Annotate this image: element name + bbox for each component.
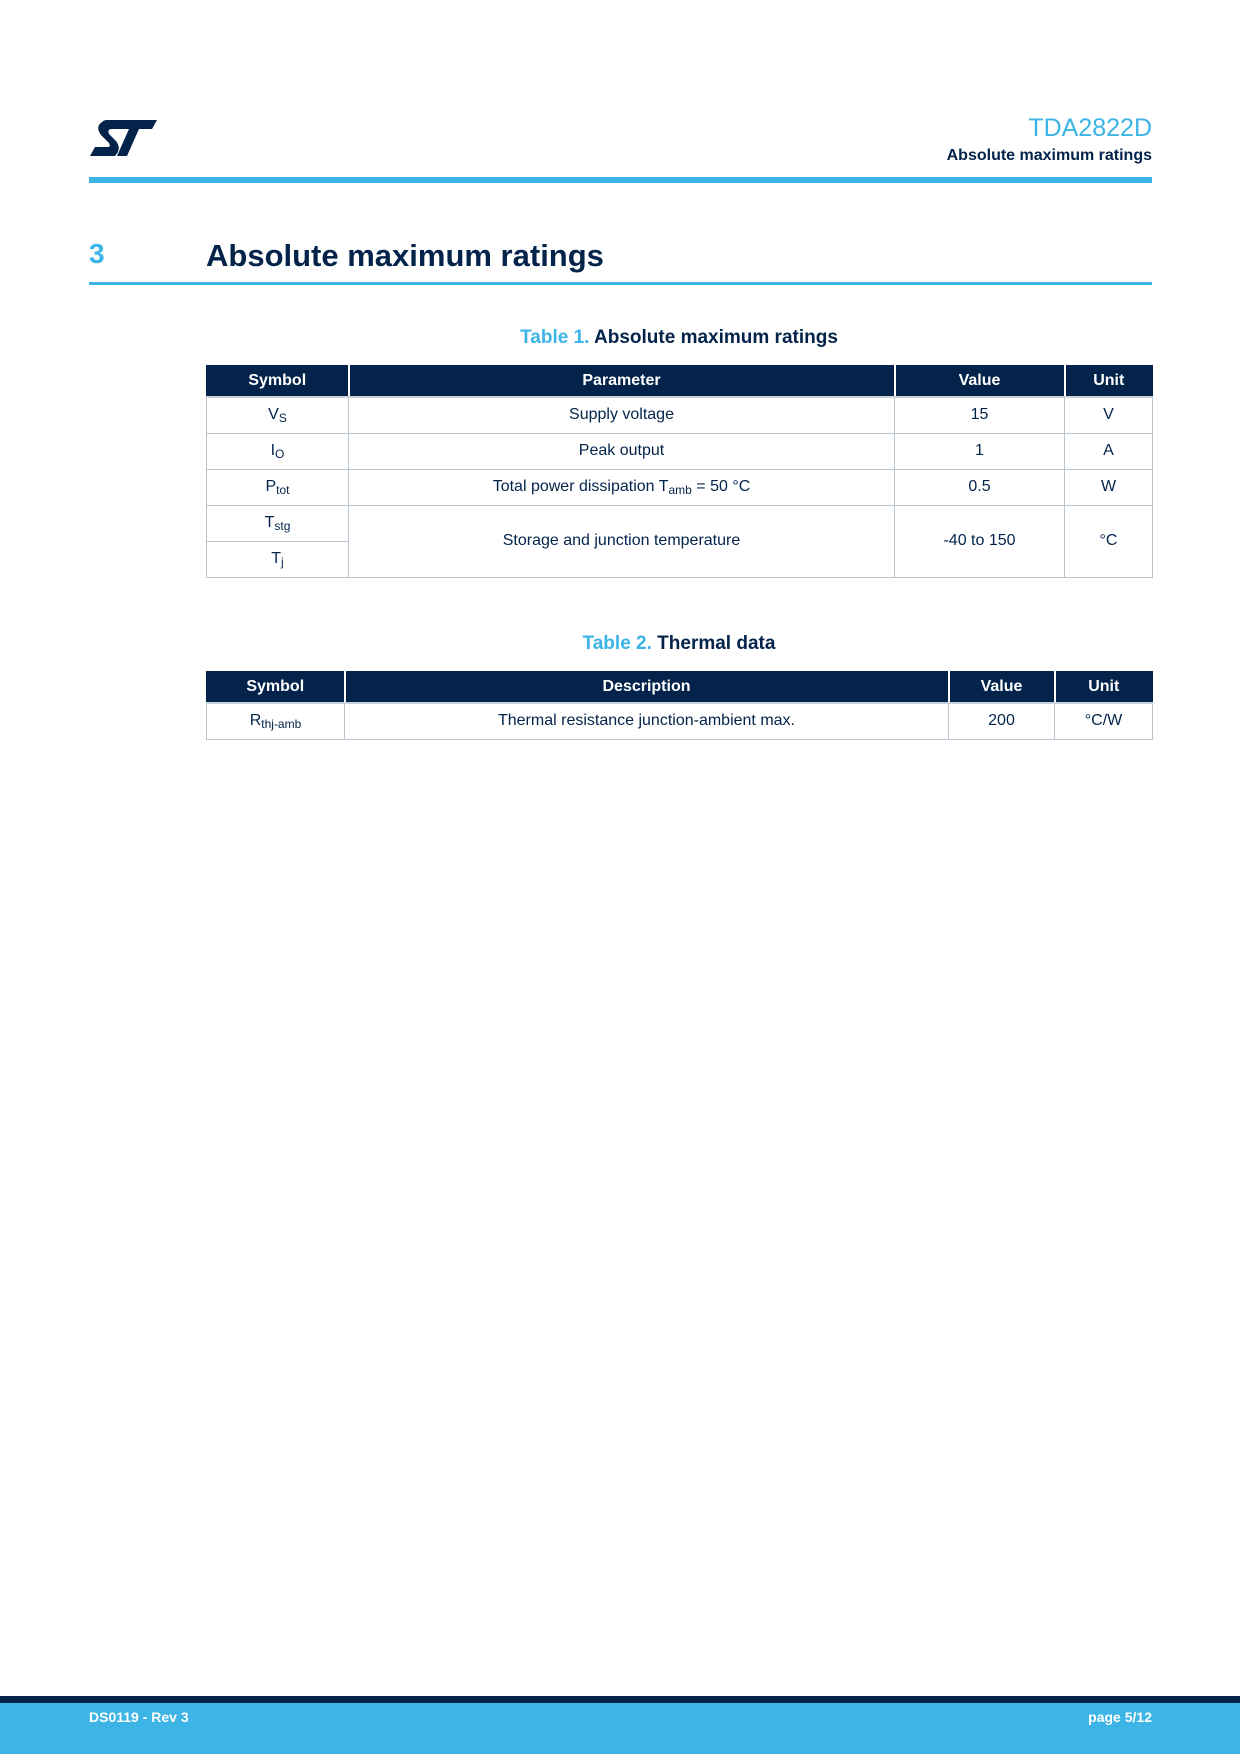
column-header-unit: Unit bbox=[1055, 670, 1153, 703]
footer-page-number: page 5/12 bbox=[1088, 1709, 1152, 1725]
document-subtitle: Absolute maximum ratings bbox=[946, 147, 1152, 164]
description-cell: Thermal resistance junction-ambient max. bbox=[345, 703, 949, 739]
value-cell: 15 bbox=[895, 397, 1065, 433]
section-rule bbox=[89, 282, 1152, 285]
absolute-maximum-ratings-table bbox=[206, 363, 1153, 578]
symbol-cell: $V_S$ bbox=[207, 397, 349, 433]
column-header-value: Value bbox=[949, 670, 1055, 703]
symbol-cell: $R_{thj-amb}$ bbox=[207, 703, 345, 739]
parameter-cell: Storage and junction temperature bbox=[349, 505, 895, 577]
section-title: Absolute maximum ratings bbox=[206, 238, 604, 273]
table2-caption bbox=[206, 633, 1152, 655]
unit-cell: °C bbox=[1065, 505, 1153, 577]
table1-caption bbox=[206, 327, 1152, 349]
unit-cell: W bbox=[1065, 469, 1153, 505]
footer-rule bbox=[0, 1696, 1240, 1703]
column-header-symbol: Symbol bbox=[207, 364, 349, 397]
table-row bbox=[207, 469, 1153, 505]
symbol-cell: $T_j$ bbox=[207, 541, 349, 577]
unit-cell: V bbox=[1065, 397, 1153, 433]
section-number: 3 bbox=[89, 238, 105, 269]
column-header-description: Description bbox=[345, 670, 949, 703]
table2-caption-number: Table 2. bbox=[582, 633, 652, 654]
table-row bbox=[207, 433, 1153, 469]
table-row bbox=[207, 505, 1153, 541]
table1-caption-number: Table 1. bbox=[520, 327, 590, 348]
table1-caption-text: Absolute maximum ratings bbox=[594, 327, 838, 348]
document-title: TDA2822D bbox=[1028, 114, 1152, 142]
parameter-cell: Total power dissipation $T_{amb} = 50$ °C bbox=[349, 469, 895, 505]
column-header-unit: Unit bbox=[1065, 364, 1153, 397]
column-header-value: Value bbox=[895, 364, 1065, 397]
value-cell: 1 bbox=[895, 433, 1065, 469]
symbol-cell: $P_{tot}$ bbox=[207, 469, 349, 505]
symbol-cell: $I_O$ bbox=[207, 433, 349, 469]
value-cell: 200 bbox=[949, 703, 1055, 739]
value-cell: 0.5 bbox=[895, 469, 1065, 505]
column-header-parameter: Parameter bbox=[349, 364, 895, 397]
parameter-cell: Peak output bbox=[349, 433, 895, 469]
footer-document-id: DS0119 - Rev 3 bbox=[89, 1709, 189, 1725]
unit-cell: A bbox=[1065, 433, 1153, 469]
value-cell: -40 to 150 bbox=[895, 505, 1065, 577]
symbol-cell: $T_{stg}$ bbox=[207, 505, 349, 541]
unit-cell: °C/W bbox=[1055, 703, 1153, 739]
table-header-row bbox=[207, 364, 1153, 397]
header-rule bbox=[89, 177, 1152, 183]
thermal-data-table bbox=[206, 669, 1153, 740]
table-row bbox=[207, 397, 1153, 433]
table-header-row bbox=[207, 670, 1153, 703]
st-logo-icon bbox=[89, 119, 157, 157]
table-row bbox=[207, 703, 1153, 739]
column-header-symbol: Symbol bbox=[207, 670, 345, 703]
parameter-cell: Supply voltage bbox=[349, 397, 895, 433]
table2-caption-text: Thermal data bbox=[657, 633, 776, 654]
